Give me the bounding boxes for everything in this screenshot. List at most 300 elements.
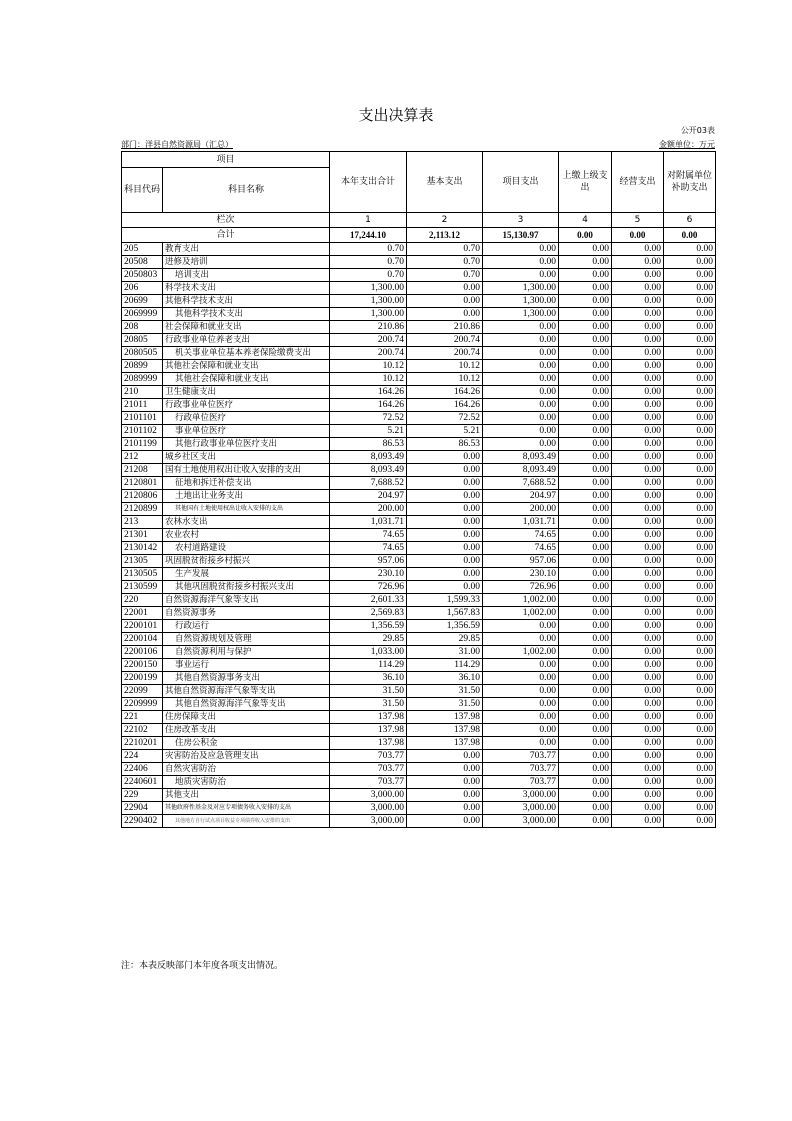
subject-code: 22099 bbox=[122, 685, 163, 698]
subject-code: 2290402 bbox=[122, 815, 163, 828]
amount-cell: 1,599.33 bbox=[407, 594, 483, 607]
amount-cell: 0.00 bbox=[612, 659, 664, 672]
amount-cell: 0.00 bbox=[559, 347, 612, 360]
amount-cell: 0.00 bbox=[612, 269, 664, 282]
amount-cell: 0.00 bbox=[664, 594, 716, 607]
amount-cell: 0.00 bbox=[612, 542, 664, 555]
amount-cell: 0.00 bbox=[559, 334, 612, 347]
amount-cell: 1,356.59 bbox=[407, 620, 483, 633]
amount-cell: 0.00 bbox=[483, 386, 559, 399]
amount-cell: 74.65 bbox=[330, 529, 407, 542]
table-row bbox=[122, 659, 716, 672]
amount-cell: 1,300.00 bbox=[330, 295, 407, 308]
amount-cell: 0.00 bbox=[664, 347, 716, 360]
amount-cell: 0.00 bbox=[407, 763, 483, 776]
table-row bbox=[122, 568, 716, 581]
total-label: 合计 bbox=[122, 228, 330, 243]
form-number: 公开03表 bbox=[680, 126, 715, 135]
amount-cell: 10.12 bbox=[330, 373, 407, 386]
amount-cell: 0.00 bbox=[559, 646, 612, 659]
amount-cell: 5.21 bbox=[330, 425, 407, 438]
subject-code: 21301 bbox=[122, 529, 163, 542]
amount-cell: 0.00 bbox=[612, 568, 664, 581]
subject-name: 其他支出 bbox=[163, 789, 330, 802]
subject-code: 20699 bbox=[122, 295, 163, 308]
subject-name: 土地出让业务支出 bbox=[163, 490, 330, 503]
amount-cell: 0.00 bbox=[664, 282, 716, 295]
amount-cell: 0.00 bbox=[407, 529, 483, 542]
amount-cell: 0.00 bbox=[407, 516, 483, 529]
amount-cell: 0.00 bbox=[559, 464, 612, 477]
amount-cell: 0.00 bbox=[612, 672, 664, 685]
subject-name: 教育支出 bbox=[163, 243, 330, 256]
amount-cell: 0.00 bbox=[664, 633, 716, 646]
header-col-1: 本年支出合计 bbox=[330, 152, 407, 213]
amount-cell: 7,688.52 bbox=[330, 477, 407, 490]
amount-cell: 200.00 bbox=[483, 503, 559, 516]
subject-code: 2120806 bbox=[122, 490, 163, 503]
amount-cell: 0.70 bbox=[330, 256, 407, 269]
amount-cell: 0.00 bbox=[612, 438, 664, 451]
amount-cell: 0.00 bbox=[559, 789, 612, 802]
subject-code: 2050803 bbox=[122, 269, 163, 282]
subject-code: 206 bbox=[122, 282, 163, 295]
amount-cell: 0.00 bbox=[407, 750, 483, 763]
amount-cell: 0.00 bbox=[612, 698, 664, 711]
subject-name: 住房保障支出 bbox=[163, 711, 330, 724]
amount-cell: 0.00 bbox=[664, 451, 716, 464]
table-row bbox=[122, 620, 716, 633]
amount-cell: 1,002.00 bbox=[483, 646, 559, 659]
amount-cell: 0.00 bbox=[612, 763, 664, 776]
amount-cell: 0.00 bbox=[483, 412, 559, 425]
amount-cell: 3,000.00 bbox=[483, 802, 559, 815]
subject-name: 其他社会保障和就业支出 bbox=[163, 373, 330, 386]
table-row bbox=[122, 763, 716, 776]
amount-cell: 0.00 bbox=[612, 607, 664, 620]
amount-cell: 0.00 bbox=[612, 256, 664, 269]
amount-cell: 31.50 bbox=[330, 698, 407, 711]
amount-cell: 0.00 bbox=[407, 451, 483, 464]
subject-code: 2089999 bbox=[122, 373, 163, 386]
amount-cell: 0.00 bbox=[664, 542, 716, 555]
subject-name: 其他科学技术支出 bbox=[163, 308, 330, 321]
amount-cell: 0.00 bbox=[612, 516, 664, 529]
amount-cell: 0.00 bbox=[664, 464, 716, 477]
amount-cell: 0.00 bbox=[483, 269, 559, 282]
subject-name: 自然灾害防治 bbox=[163, 763, 330, 776]
subject-name: 行政单位医疗 bbox=[163, 412, 330, 425]
table-row bbox=[122, 724, 716, 737]
amount-cell: 3,000.00 bbox=[483, 815, 559, 828]
subject-name: 培训支出 bbox=[163, 269, 330, 282]
table-row bbox=[122, 438, 716, 451]
amount-cell: 1,356.59 bbox=[330, 620, 407, 633]
amount-cell: 0.00 bbox=[407, 464, 483, 477]
subject-code: 2200150 bbox=[122, 659, 163, 672]
amount-cell: 164.26 bbox=[407, 386, 483, 399]
amount-cell: 0.00 bbox=[559, 763, 612, 776]
amount-cell: 703.77 bbox=[483, 750, 559, 763]
amount-cell: 0.00 bbox=[559, 581, 612, 594]
subject-name: 灾害防治及应急管理支出 bbox=[163, 750, 330, 763]
amount-cell: 137.98 bbox=[407, 724, 483, 737]
amount-cell: 74.65 bbox=[330, 542, 407, 555]
subject-name: 科学技术支出 bbox=[163, 282, 330, 295]
amount-cell: 0.00 bbox=[664, 490, 716, 503]
subject-name: 其他政府性基金及对应专项债务收入安排的支出 bbox=[163, 802, 330, 815]
amount-cell: 1,300.00 bbox=[483, 308, 559, 321]
amount-cell: 8,093.49 bbox=[483, 464, 559, 477]
amount-cell: 0.00 bbox=[664, 581, 716, 594]
col-num-2: 2 bbox=[407, 213, 483, 228]
subject-code: 229 bbox=[122, 789, 163, 802]
amount-cell: 0.00 bbox=[664, 776, 716, 789]
amount-cell: 210.86 bbox=[330, 321, 407, 334]
amount-cell: 0.00 bbox=[407, 802, 483, 815]
subject-name: 行政事业单位养老支出 bbox=[163, 334, 330, 347]
amount-cell: 0.00 bbox=[483, 724, 559, 737]
subject-name: 机关事业单位基本养老保险缴费支出 bbox=[163, 347, 330, 360]
amount-cell: 36.10 bbox=[330, 672, 407, 685]
header-col-6: 对附属单位补助支出 bbox=[664, 152, 716, 213]
amount-cell: 0.00 bbox=[664, 334, 716, 347]
amount-cell: 1,300.00 bbox=[483, 282, 559, 295]
subject-code: 2209999 bbox=[122, 698, 163, 711]
col-num-6: 6 bbox=[664, 213, 716, 228]
subject-code: 224 bbox=[122, 750, 163, 763]
amount-cell: 8,093.49 bbox=[330, 464, 407, 477]
table-row bbox=[122, 490, 716, 503]
amount-cell: 3,000.00 bbox=[330, 802, 407, 815]
amount-cell: 0.70 bbox=[407, 243, 483, 256]
subject-name: 地质灾害防治 bbox=[163, 776, 330, 789]
amount-cell: 0.00 bbox=[664, 360, 716, 373]
amount-cell: 164.26 bbox=[330, 386, 407, 399]
amount-cell: 0.00 bbox=[483, 243, 559, 256]
amount-cell: 0.00 bbox=[559, 802, 612, 815]
amount-cell: 0.00 bbox=[612, 282, 664, 295]
table-row bbox=[122, 256, 716, 269]
amount-cell: 0.00 bbox=[664, 269, 716, 282]
header-col-4: 上缴上级支出 bbox=[559, 152, 612, 213]
amount-cell: 726.96 bbox=[330, 581, 407, 594]
amount-cell: 2,569.83 bbox=[330, 607, 407, 620]
amount-cell: 72.52 bbox=[407, 412, 483, 425]
total-value: 15,130.97 bbox=[483, 228, 559, 243]
amount-cell: 0.00 bbox=[612, 711, 664, 724]
amount-cell: 0.00 bbox=[407, 789, 483, 802]
amount-cell: 0.00 bbox=[559, 672, 612, 685]
table-row bbox=[122, 334, 716, 347]
amount-cell: 0.00 bbox=[559, 269, 612, 282]
table-row bbox=[122, 503, 716, 516]
amount-cell: 1,002.00 bbox=[483, 594, 559, 607]
amount-cell: 137.98 bbox=[330, 724, 407, 737]
amount-cell: 3,000.00 bbox=[330, 815, 407, 828]
amount-cell: 0.00 bbox=[483, 685, 559, 698]
subject-code: 22904 bbox=[122, 802, 163, 815]
amount-cell: 0.00 bbox=[664, 477, 716, 490]
amount-cell: 0.00 bbox=[664, 789, 716, 802]
subject-name: 其他国有土地使用权出让收入安排的支出 bbox=[163, 503, 330, 516]
amount-cell: 0.00 bbox=[559, 516, 612, 529]
header-col-3: 项目支出 bbox=[483, 152, 559, 213]
table-row bbox=[122, 633, 716, 646]
total-value: 0.00 bbox=[559, 228, 612, 243]
amount-cell: 0.00 bbox=[664, 750, 716, 763]
amount-cell: 0.00 bbox=[559, 620, 612, 633]
amount-cell: 0.00 bbox=[559, 750, 612, 763]
col-num-1: 1 bbox=[330, 213, 407, 228]
amount-cell: 0.00 bbox=[559, 555, 612, 568]
subject-name: 住房公积金 bbox=[163, 737, 330, 750]
amount-cell: 0.00 bbox=[559, 529, 612, 542]
subject-code: 208 bbox=[122, 321, 163, 334]
amount-cell: 0.00 bbox=[612, 386, 664, 399]
subject-name: 农村道路建设 bbox=[163, 542, 330, 555]
amount-cell: 0.00 bbox=[612, 724, 664, 737]
subject-name: 自然资源事务 bbox=[163, 607, 330, 620]
amount-cell: 31.50 bbox=[407, 685, 483, 698]
amount-cell: 0.00 bbox=[483, 672, 559, 685]
subject-name: 其他巩固脱贫衔接乡村振兴支出 bbox=[163, 581, 330, 594]
amount-cell: 86.53 bbox=[407, 438, 483, 451]
table-row bbox=[122, 529, 716, 542]
header-col-5: 经营支出 bbox=[612, 152, 664, 213]
amount-cell: 200.74 bbox=[407, 347, 483, 360]
amount-cell: 0.00 bbox=[612, 737, 664, 750]
amount-cell: 0.00 bbox=[612, 789, 664, 802]
amount-cell: 0.00 bbox=[559, 412, 612, 425]
amount-cell: 0.00 bbox=[664, 646, 716, 659]
amount-cell: 8,093.49 bbox=[330, 451, 407, 464]
subject-code: 2200106 bbox=[122, 646, 163, 659]
amount-cell: 0.00 bbox=[612, 750, 664, 763]
amount-cell: 1,031.71 bbox=[330, 516, 407, 529]
amount-cell: 137.98 bbox=[407, 737, 483, 750]
subject-code: 210 bbox=[122, 386, 163, 399]
amount-cell: 0.00 bbox=[483, 360, 559, 373]
table-row bbox=[122, 412, 716, 425]
subject-name: 农业农村 bbox=[163, 529, 330, 542]
amount-cell: 0.00 bbox=[612, 308, 664, 321]
header-lanci: 栏次 bbox=[122, 213, 330, 228]
subject-code: 213 bbox=[122, 516, 163, 529]
subject-name: 国有土地使用权出让收入安排的支出 bbox=[163, 464, 330, 477]
table-row bbox=[122, 646, 716, 659]
amount-cell: 0.00 bbox=[559, 659, 612, 672]
subject-name: 自然资源利用与保护 bbox=[163, 646, 330, 659]
amount-cell: 0.00 bbox=[612, 815, 664, 828]
table-row bbox=[122, 789, 716, 802]
amount-cell: 2,601.33 bbox=[330, 594, 407, 607]
amount-cell: 0.00 bbox=[612, 399, 664, 412]
amount-cell: 0.00 bbox=[483, 698, 559, 711]
amount-cell: 0.00 bbox=[612, 334, 664, 347]
amount-cell: 0.00 bbox=[612, 802, 664, 815]
subject-code: 2200101 bbox=[122, 620, 163, 633]
amount-cell: 0.00 bbox=[559, 568, 612, 581]
header-code: 科目代码 bbox=[122, 168, 163, 213]
table-row bbox=[122, 581, 716, 594]
amount-cell: 0.00 bbox=[612, 646, 664, 659]
subject-code: 212 bbox=[122, 451, 163, 464]
amount-cell: 0.00 bbox=[407, 815, 483, 828]
amount-cell: 0.00 bbox=[407, 282, 483, 295]
table-row bbox=[122, 802, 716, 815]
amount-cell: 0.00 bbox=[612, 451, 664, 464]
amount-cell: 0.00 bbox=[664, 555, 716, 568]
subject-name: 社会保障和就业支出 bbox=[163, 321, 330, 334]
amount-cell: 0.00 bbox=[407, 555, 483, 568]
amount-cell: 957.06 bbox=[330, 555, 407, 568]
subject-code: 2210201 bbox=[122, 737, 163, 750]
amount-cell: 31.50 bbox=[330, 685, 407, 698]
table-row bbox=[122, 308, 716, 321]
table-row bbox=[122, 425, 716, 438]
amount-cell: 0.70 bbox=[330, 269, 407, 282]
amount-cell: 0.00 bbox=[612, 243, 664, 256]
amount-cell: 703.77 bbox=[330, 776, 407, 789]
subject-code: 21305 bbox=[122, 555, 163, 568]
amount-cell: 0.00 bbox=[559, 451, 612, 464]
subject-name: 进修及培训 bbox=[163, 256, 330, 269]
amount-cell: 0.00 bbox=[664, 373, 716, 386]
amount-cell: 0.00 bbox=[559, 503, 612, 516]
amount-cell: 74.65 bbox=[483, 542, 559, 555]
amount-cell: 10.12 bbox=[407, 360, 483, 373]
amount-cell: 0.00 bbox=[664, 243, 716, 256]
amount-cell: 0.00 bbox=[612, 360, 664, 373]
amount-cell: 31.50 bbox=[407, 698, 483, 711]
amount-cell: 0.00 bbox=[559, 256, 612, 269]
table-row bbox=[122, 373, 716, 386]
amount-cell: 0.00 bbox=[559, 477, 612, 490]
subject-code: 22102 bbox=[122, 724, 163, 737]
amount-cell: 0.00 bbox=[664, 308, 716, 321]
amount-cell: 230.10 bbox=[483, 568, 559, 581]
amount-cell: 0.00 bbox=[559, 542, 612, 555]
unit-label: 金额单位：万元 bbox=[659, 140, 715, 149]
amount-cell: 0.00 bbox=[664, 724, 716, 737]
amount-cell: 230.10 bbox=[330, 568, 407, 581]
amount-cell: 0.00 bbox=[559, 776, 612, 789]
amount-cell: 0.00 bbox=[483, 334, 559, 347]
amount-cell: 0.00 bbox=[664, 685, 716, 698]
table-row bbox=[122, 451, 716, 464]
amount-cell: 0.00 bbox=[407, 503, 483, 516]
amount-cell: 0.00 bbox=[612, 477, 664, 490]
table-row bbox=[122, 607, 716, 620]
amount-cell: 0.00 bbox=[612, 321, 664, 334]
amount-cell: 0.00 bbox=[664, 321, 716, 334]
amount-cell: 0.00 bbox=[407, 295, 483, 308]
subject-name: 城乡社区支出 bbox=[163, 451, 330, 464]
subject-code: 22001 bbox=[122, 607, 163, 620]
subject-name: 行政运行 bbox=[163, 620, 330, 633]
amount-cell: 0.00 bbox=[559, 399, 612, 412]
amount-cell: 0.00 bbox=[664, 763, 716, 776]
department-label: 部门：洋县自然资源局（汇总） bbox=[121, 140, 233, 149]
amount-cell: 0.00 bbox=[407, 308, 483, 321]
amount-cell: 200.74 bbox=[330, 334, 407, 347]
amount-cell: 0.00 bbox=[612, 685, 664, 698]
amount-cell: 0.00 bbox=[407, 568, 483, 581]
table-row bbox=[122, 815, 716, 828]
subject-name: 征地和拆迁补偿支出 bbox=[163, 477, 330, 490]
amount-cell: 0.00 bbox=[407, 477, 483, 490]
amount-cell: 0.00 bbox=[664, 568, 716, 581]
subject-name: 其他社会保障和就业支出 bbox=[163, 360, 330, 373]
amount-cell: 0.00 bbox=[483, 425, 559, 438]
amount-cell: 10.12 bbox=[407, 373, 483, 386]
amount-cell: 7,688.52 bbox=[483, 477, 559, 490]
subject-name: 巩固脱贫衔接乡村振兴 bbox=[163, 555, 330, 568]
amount-cell: 0.00 bbox=[664, 295, 716, 308]
amount-cell: 36.10 bbox=[407, 672, 483, 685]
subject-code: 2101199 bbox=[122, 438, 163, 451]
amount-cell: 8,093.49 bbox=[483, 451, 559, 464]
table-row bbox=[122, 711, 716, 724]
subject-code: 205 bbox=[122, 243, 163, 256]
amount-cell: 0.00 bbox=[483, 373, 559, 386]
table-row bbox=[122, 243, 716, 256]
col-num-4: 4 bbox=[559, 213, 612, 228]
header-col-2: 基本支出 bbox=[407, 152, 483, 213]
table-row bbox=[122, 776, 716, 789]
total-row bbox=[122, 228, 716, 243]
amount-cell: 5.21 bbox=[407, 425, 483, 438]
subject-name: 住房改革支出 bbox=[163, 724, 330, 737]
amount-cell: 0.00 bbox=[612, 633, 664, 646]
amount-cell: 0.00 bbox=[559, 490, 612, 503]
subject-code: 220 bbox=[122, 594, 163, 607]
amount-cell: 0.00 bbox=[612, 295, 664, 308]
amount-cell: 0.00 bbox=[612, 503, 664, 516]
amount-cell: 0.00 bbox=[483, 659, 559, 672]
amount-cell: 0.00 bbox=[664, 425, 716, 438]
amount-cell: 0.00 bbox=[664, 815, 716, 828]
subject-name: 行政事业单位医疗 bbox=[163, 399, 330, 412]
subject-name: 其他自然资源事务支出 bbox=[163, 672, 330, 685]
amount-cell: 0.00 bbox=[559, 282, 612, 295]
total-value: 2,113.12 bbox=[407, 228, 483, 243]
amount-cell: 0.00 bbox=[664, 503, 716, 516]
subject-code: 22406 bbox=[122, 763, 163, 776]
subject-code: 2101102 bbox=[122, 425, 163, 438]
amount-cell: 0.00 bbox=[612, 620, 664, 633]
amount-cell: 0.00 bbox=[612, 529, 664, 542]
amount-cell: 0.00 bbox=[612, 581, 664, 594]
table-row bbox=[122, 295, 716, 308]
total-value: 0.00 bbox=[612, 228, 664, 243]
amount-cell: 0.00 bbox=[559, 594, 612, 607]
amount-cell: 3,000.00 bbox=[330, 789, 407, 802]
amount-cell: 0.00 bbox=[483, 438, 559, 451]
subject-name: 农林水支出 bbox=[163, 516, 330, 529]
amount-cell: 0.00 bbox=[612, 555, 664, 568]
amount-cell: 74.65 bbox=[483, 529, 559, 542]
subject-name: 自然资源规划及管理 bbox=[163, 633, 330, 646]
amount-cell: 200.00 bbox=[330, 503, 407, 516]
table-row bbox=[122, 516, 716, 529]
subject-code: 2120899 bbox=[122, 503, 163, 516]
col-num-5: 5 bbox=[612, 213, 664, 228]
amount-cell: 0.00 bbox=[559, 438, 612, 451]
amount-cell: 0.00 bbox=[559, 685, 612, 698]
table-row bbox=[122, 750, 716, 763]
